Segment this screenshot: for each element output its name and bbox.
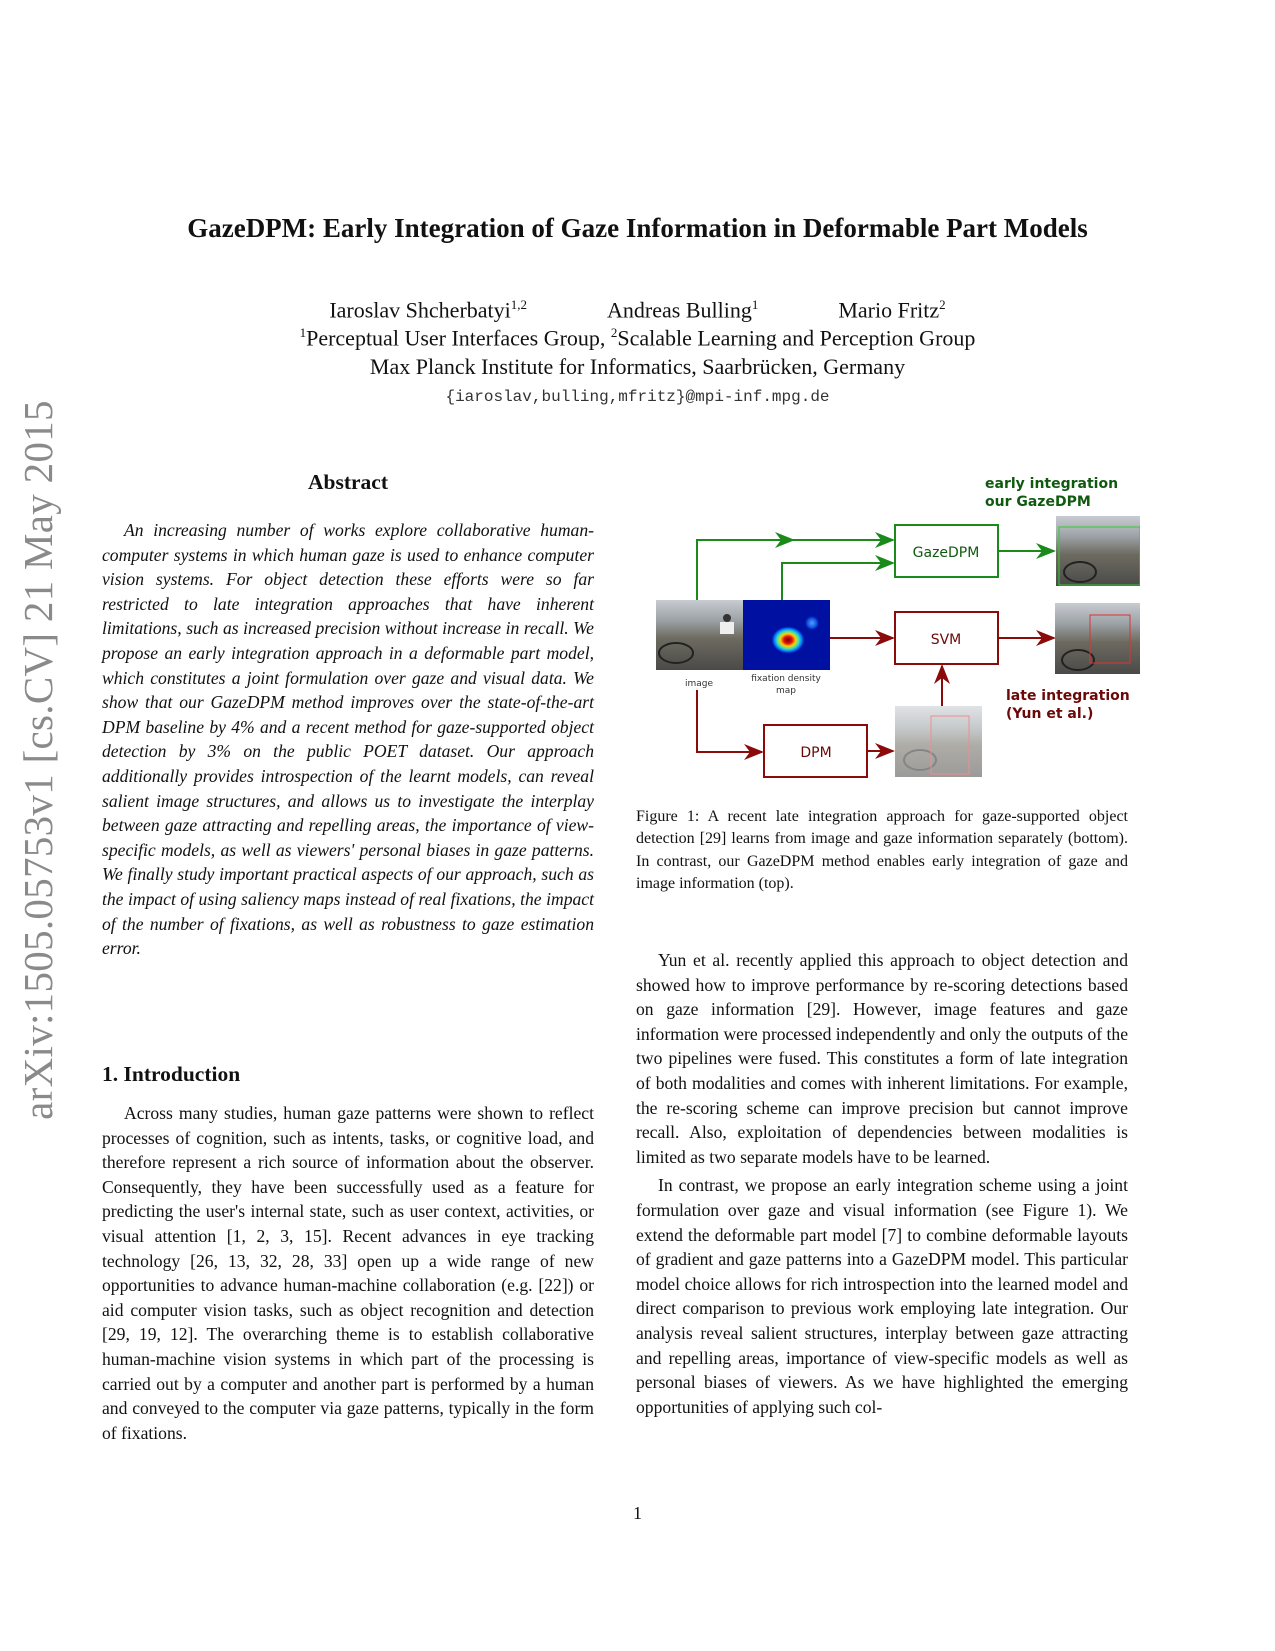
arxiv-stamp: arXiv:1505.05753v1 [cs.CV] 21 May 2015 (15, 400, 61, 1120)
body-paragraph: In contrast, we propose an early integration scheme using a joint formulation over gaze and visual information (see Figure 1). We extend the deformable part model [7] to combine deformable layouts of gradient and gaze patterns into a GazeDPM model. This particular model choice allows for rich introspection into the learned model and direct comparison to previous work employing late integration. Our analysis reveal salient structures, interplay between gaze attracting and repelling areas, importance of view-specific models as well as personal biases of viewers. As we have highlighted the emerging opportunities of applying such col- (636, 1175, 1128, 1417)
introduction-text (102, 1101, 594, 1445)
author-email: {iaroslav,bulling,mfritz}@mpi-inf.mpg.de (445, 388, 830, 406)
gazedpm-box-label: GazeDPM (912, 545, 980, 561)
early-integration-label: early integration (985, 476, 1119, 492)
section-heading-introduction: 1. Introduction (102, 1062, 241, 1086)
author: Mario Fritz$^2$ (838, 297, 946, 323)
figure-1-diagram (640, 460, 1140, 790)
abstract-text (102, 518, 594, 961)
late-integration-sublabel: (Yun et al.) (1006, 706, 1094, 722)
svm-box-label: SVM (930, 632, 962, 648)
affiliations: $^1$Perceptual User Interfaces Group, $^2$Scalable Learning and Perception Group (299, 325, 976, 351)
dpm-box-label: DPM (800, 745, 832, 761)
body-paragraph: Across many studies, human gaze patterns were shown to reflect processes of cognition, such as intents, tasks, or cognitive load, and therefore represent a rich source of information about the observer. Consequently, they have been successfully used as a feature for predicting the user's internal state, such as user context, activities, or visual attention [1, 2, 3, 15]. Recent advances in eye tracking technology [26, 13, 32, 28, 33] open up a wide range of new opportunities to advance human-machine collaboration (e.g. [22]) or aid computer vision tasks, such as object recognition and detection [29, 19, 12]. The overarching theme is to establish collaborative human-machine vision systems in which part of the processing is carried out by a computer and another part is performed by a human and conveyed to the computer via gaze patterns, typically in the form of fixations. (102, 1103, 594, 1443)
author: Iaroslav Shcherbatyi$^{1,2}$ (329, 297, 528, 323)
image-to-dpm-arrow (697, 690, 762, 752)
figure-1 (640, 460, 1140, 790)
image-label: image (684, 679, 714, 689)
paper-title: GazeDPM: Early Integration of Gaze Information in Deformable Part Models (187, 213, 1088, 243)
fixation-map-sublabel: map (776, 686, 796, 696)
input-image (656, 600, 743, 670)
fixation-map-label: fixation density (751, 674, 821, 684)
body-paragraph: Yun et al. recently applied this approach to object detection and showed how to improve performance by re-scoring detections based on gaze information [29]. However, image features and gaze information were processed independently and only the outputs of the two pipelines were fused. This constitutes a form of late integration of both modalities and comes with inherent limitations. For example, the re-scoring scheme can improve precision but cannot improve recall. Also, exploitation of dependencies between modalities is limited as two separate models have to be learned. (636, 950, 1129, 1167)
early-output-image (1056, 516, 1140, 586)
author-list (0, 297, 1275, 323)
fixation-density-map (743, 600, 830, 670)
institute: Max Planck Institute for Informatics, Saarbrücken, Germany (369, 354, 906, 379)
image-to-gazedpm-arrow (697, 540, 793, 600)
fixation-to-gazedpm-arrow (782, 563, 793, 600)
late-output-image (1055, 603, 1140, 674)
author: Andreas Bulling$^1$ (607, 297, 759, 323)
dpm-detection-image (895, 706, 982, 777)
page-number: 1 (633, 1503, 642, 1523)
abstract-paragraph: An increasing number of works explore collaborative human-computer systems in which human gaze is used to enhance computer vision systems. For object detection these efforts were so far restricted to late integration approaches that have inherent limitations, such as increased precision without increase in recall. We propose an early integration approach in a deformable part model, which constitutes a joint formulation over gaze and visual data. We show that our GazeDPM method improves over the state-of-the-art DPM baseline by 4% and a recent method for gaze-supported object detection by 3% on the public POET dataset. Our approach additionally provides introspection of the learnt models, can reveal salient image structures, and allows us to investigate the interplay between gaze attracting and repelling areas, the importance of view-specific models, as well as viewers' personal biases in gaze patterns. We finally study important practical aspects of our approach, such as the impact of using saliency maps instead of real fixations, the impact of the number of fixations, as well as robustness to gaze estimation error. (102, 520, 594, 959)
abstract-heading: Abstract (307, 470, 388, 494)
figure-1-caption: Figure 1: A recent late integration approach for gaze-supported object detection [29] learns from image and gaze information separately (bottom). In contrast, our GazeDPM method enables early integration of gaze and image information (top). (636, 808, 1128, 893)
late-integration-label: late integration (1006, 688, 1130, 704)
right-column-text (636, 948, 1128, 1419)
early-integration-sublabel: our GazeDPM (985, 494, 1091, 510)
